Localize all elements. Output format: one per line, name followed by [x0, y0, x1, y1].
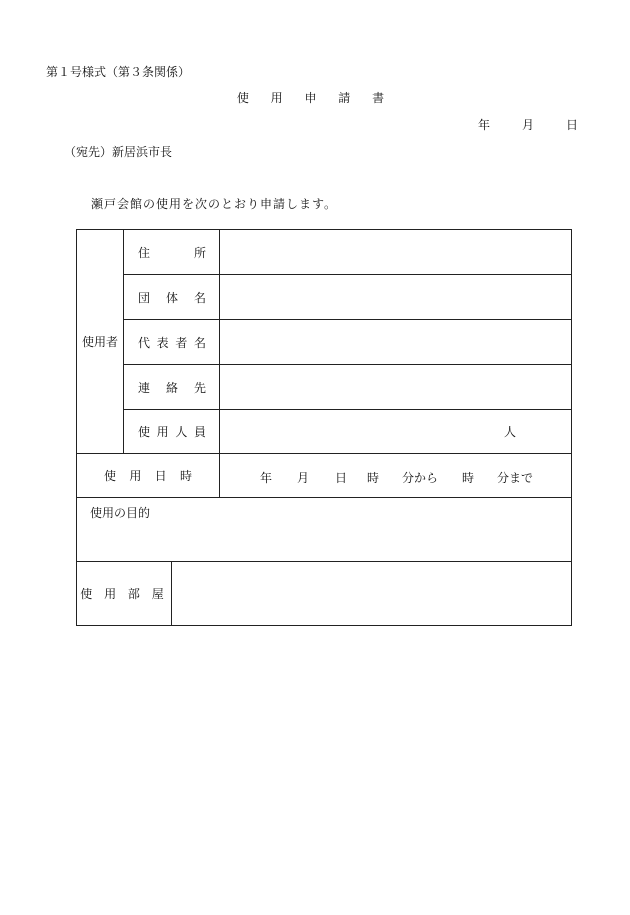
date-line: [478, 116, 578, 133]
label-char: 用: [156, 425, 169, 439]
usage-datetime-value[interactable]: [220, 454, 571, 497]
representative-name-value[interactable]: [220, 320, 571, 364]
datetime-hour: 時: [367, 471, 380, 485]
label-char: 使: [138, 425, 151, 439]
table-border-right: [571, 229, 572, 626]
date-day-label: 日: [566, 118, 579, 132]
label-char: 使: [104, 469, 117, 483]
label-char: 先: [193, 380, 206, 395]
datetime-until: 分まで: [497, 471, 534, 485]
usage-datetime-label: [104, 454, 192, 497]
usage-purpose-field[interactable]: [77, 498, 571, 561]
label-char: 員: [193, 425, 206, 439]
label-char: 名: [193, 335, 206, 350]
label-char: 者: [175, 335, 188, 350]
date-year-label: 年: [478, 118, 491, 132]
datetime-year: 年: [260, 471, 273, 485]
datetime-hour-end: 時: [462, 471, 475, 485]
column-divider: [123, 229, 124, 453]
address-label: [138, 230, 206, 274]
intro-sentence: 瀬戸会館の使用を次のとおり申請します。: [91, 197, 338, 211]
date-month-label: 月: [522, 118, 535, 132]
attendee-count-value[interactable]: [220, 410, 571, 453]
label-char: 表: [156, 335, 169, 350]
label-char: 名: [193, 290, 206, 305]
label-char: 所: [193, 245, 206, 260]
label-char: 時: [179, 469, 192, 483]
form-number: 第１号様式（第３条関係）: [46, 65, 191, 79]
address-value[interactable]: [220, 230, 571, 274]
label-char: 人: [175, 425, 188, 439]
representative-name-label: [138, 320, 206, 364]
label-char: 代: [138, 335, 151, 350]
label-char: 住: [138, 245, 151, 260]
persons-unit: 人: [504, 425, 517, 439]
user-group-label: 使用者: [81, 335, 118, 349]
label-char: 用: [129, 469, 142, 483]
usage-purpose-label: 使用の目的: [90, 506, 151, 520]
label-char: 絡: [165, 380, 178, 395]
datetime-month: 月: [297, 471, 310, 485]
addressee: （宛先）新居浜市長: [64, 145, 173, 159]
label-char: 連: [138, 380, 151, 395]
document-title: 使 用 申 請 書: [236, 91, 394, 105]
room-value[interactable]: [172, 562, 571, 625]
attendee-count-label: [138, 410, 206, 453]
label-char: 日: [154, 469, 167, 483]
contact-label: [138, 365, 206, 409]
organization-name-value[interactable]: [220, 275, 571, 319]
organization-name-label: [138, 275, 206, 319]
table-border-bottom: [76, 625, 572, 626]
label-char: 団: [138, 290, 151, 305]
datetime-from: 分から: [402, 471, 439, 485]
datetime-day: 日: [335, 471, 348, 485]
room-label: 使 用 部 屋: [80, 587, 168, 601]
label-char: 体: [165, 290, 178, 305]
contact-value[interactable]: [220, 365, 571, 409]
